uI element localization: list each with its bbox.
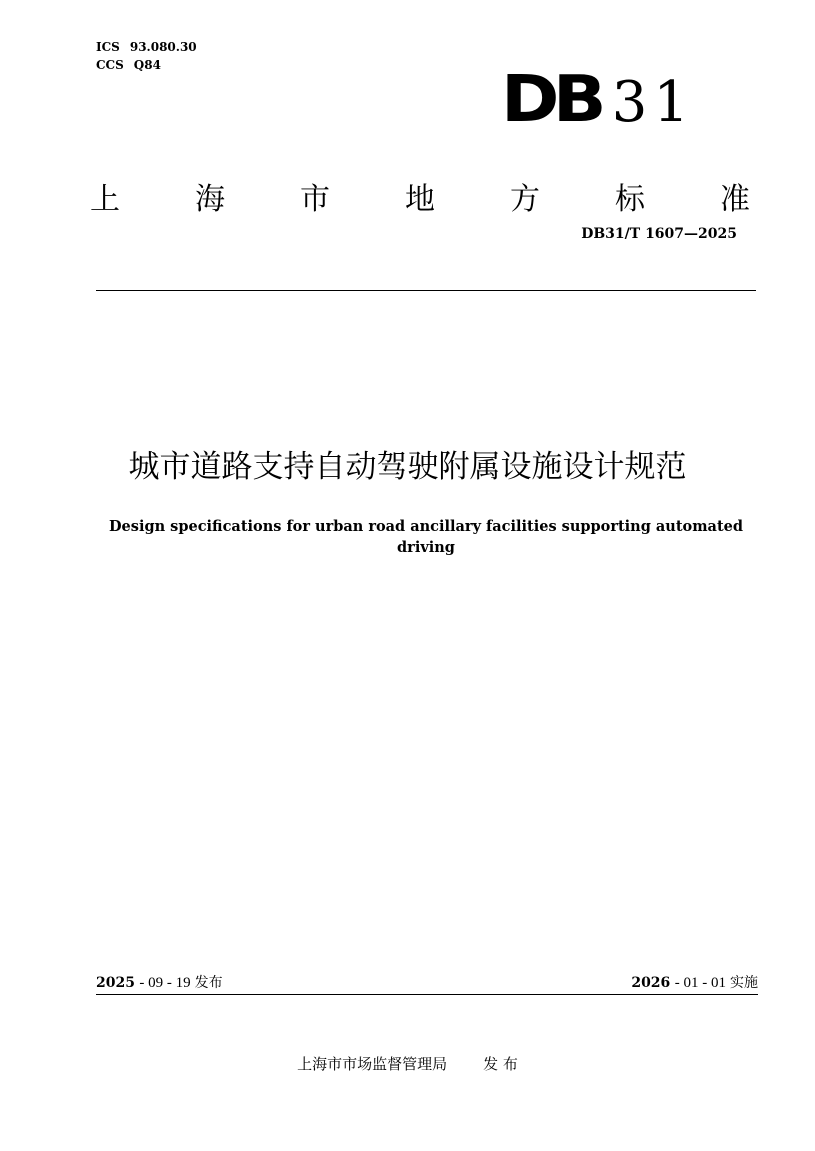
ics-code: 93.080.30 <box>129 40 197 54</box>
implement-month-day: - 01 - 01 <box>674 975 726 991</box>
standard-type-char: 上 <box>90 182 120 217</box>
db-logo <box>500 63 695 137</box>
ics-line <box>96 38 197 56</box>
issue-year: 2025 <box>96 975 135 991</box>
standard-type-char: 准 <box>720 182 750 217</box>
issue-label: 发布 <box>194 975 223 991</box>
bottom-divider <box>96 994 758 995</box>
standard-type-char: 方 <box>510 182 540 217</box>
top-divider <box>96 290 756 291</box>
date-row <box>96 974 758 992</box>
standard-number: DB31/T 1607—2025 <box>581 226 737 242</box>
title-chinese: 城市道路支持自动驾驶附属设施设计规范 <box>128 449 687 485</box>
db-region-number: 31 <box>611 70 695 135</box>
standard-type-char: 地 <box>405 182 435 217</box>
ccs-code: Q84 <box>133 58 161 72</box>
standard-type <box>90 180 750 220</box>
publisher-action: 发 布 <box>483 1055 518 1073</box>
implement-label: 实施 <box>730 975 758 991</box>
publisher <box>0 1054 815 1074</box>
implement-year: 2026 <box>631 975 671 991</box>
ccs-label: CCS <box>96 58 124 72</box>
ics-label: ICS <box>96 40 120 54</box>
classification-codes <box>96 38 197 74</box>
issue-date <box>96 974 223 992</box>
db-letters: DB <box>500 63 600 137</box>
publisher-name: 上海市市场监督管理局 <box>297 1055 448 1073</box>
standard-type-char: 市 <box>300 182 330 217</box>
title-english: Design specifications for urban road ancillary facilities supporting automated driving <box>108 518 744 556</box>
standard-type-char: 标 <box>615 182 645 217</box>
issue-month-day: - 09 - 19 <box>139 975 191 991</box>
standard-type-char: 海 <box>195 182 225 217</box>
ccs-line <box>96 56 197 74</box>
implement-date <box>631 974 758 992</box>
